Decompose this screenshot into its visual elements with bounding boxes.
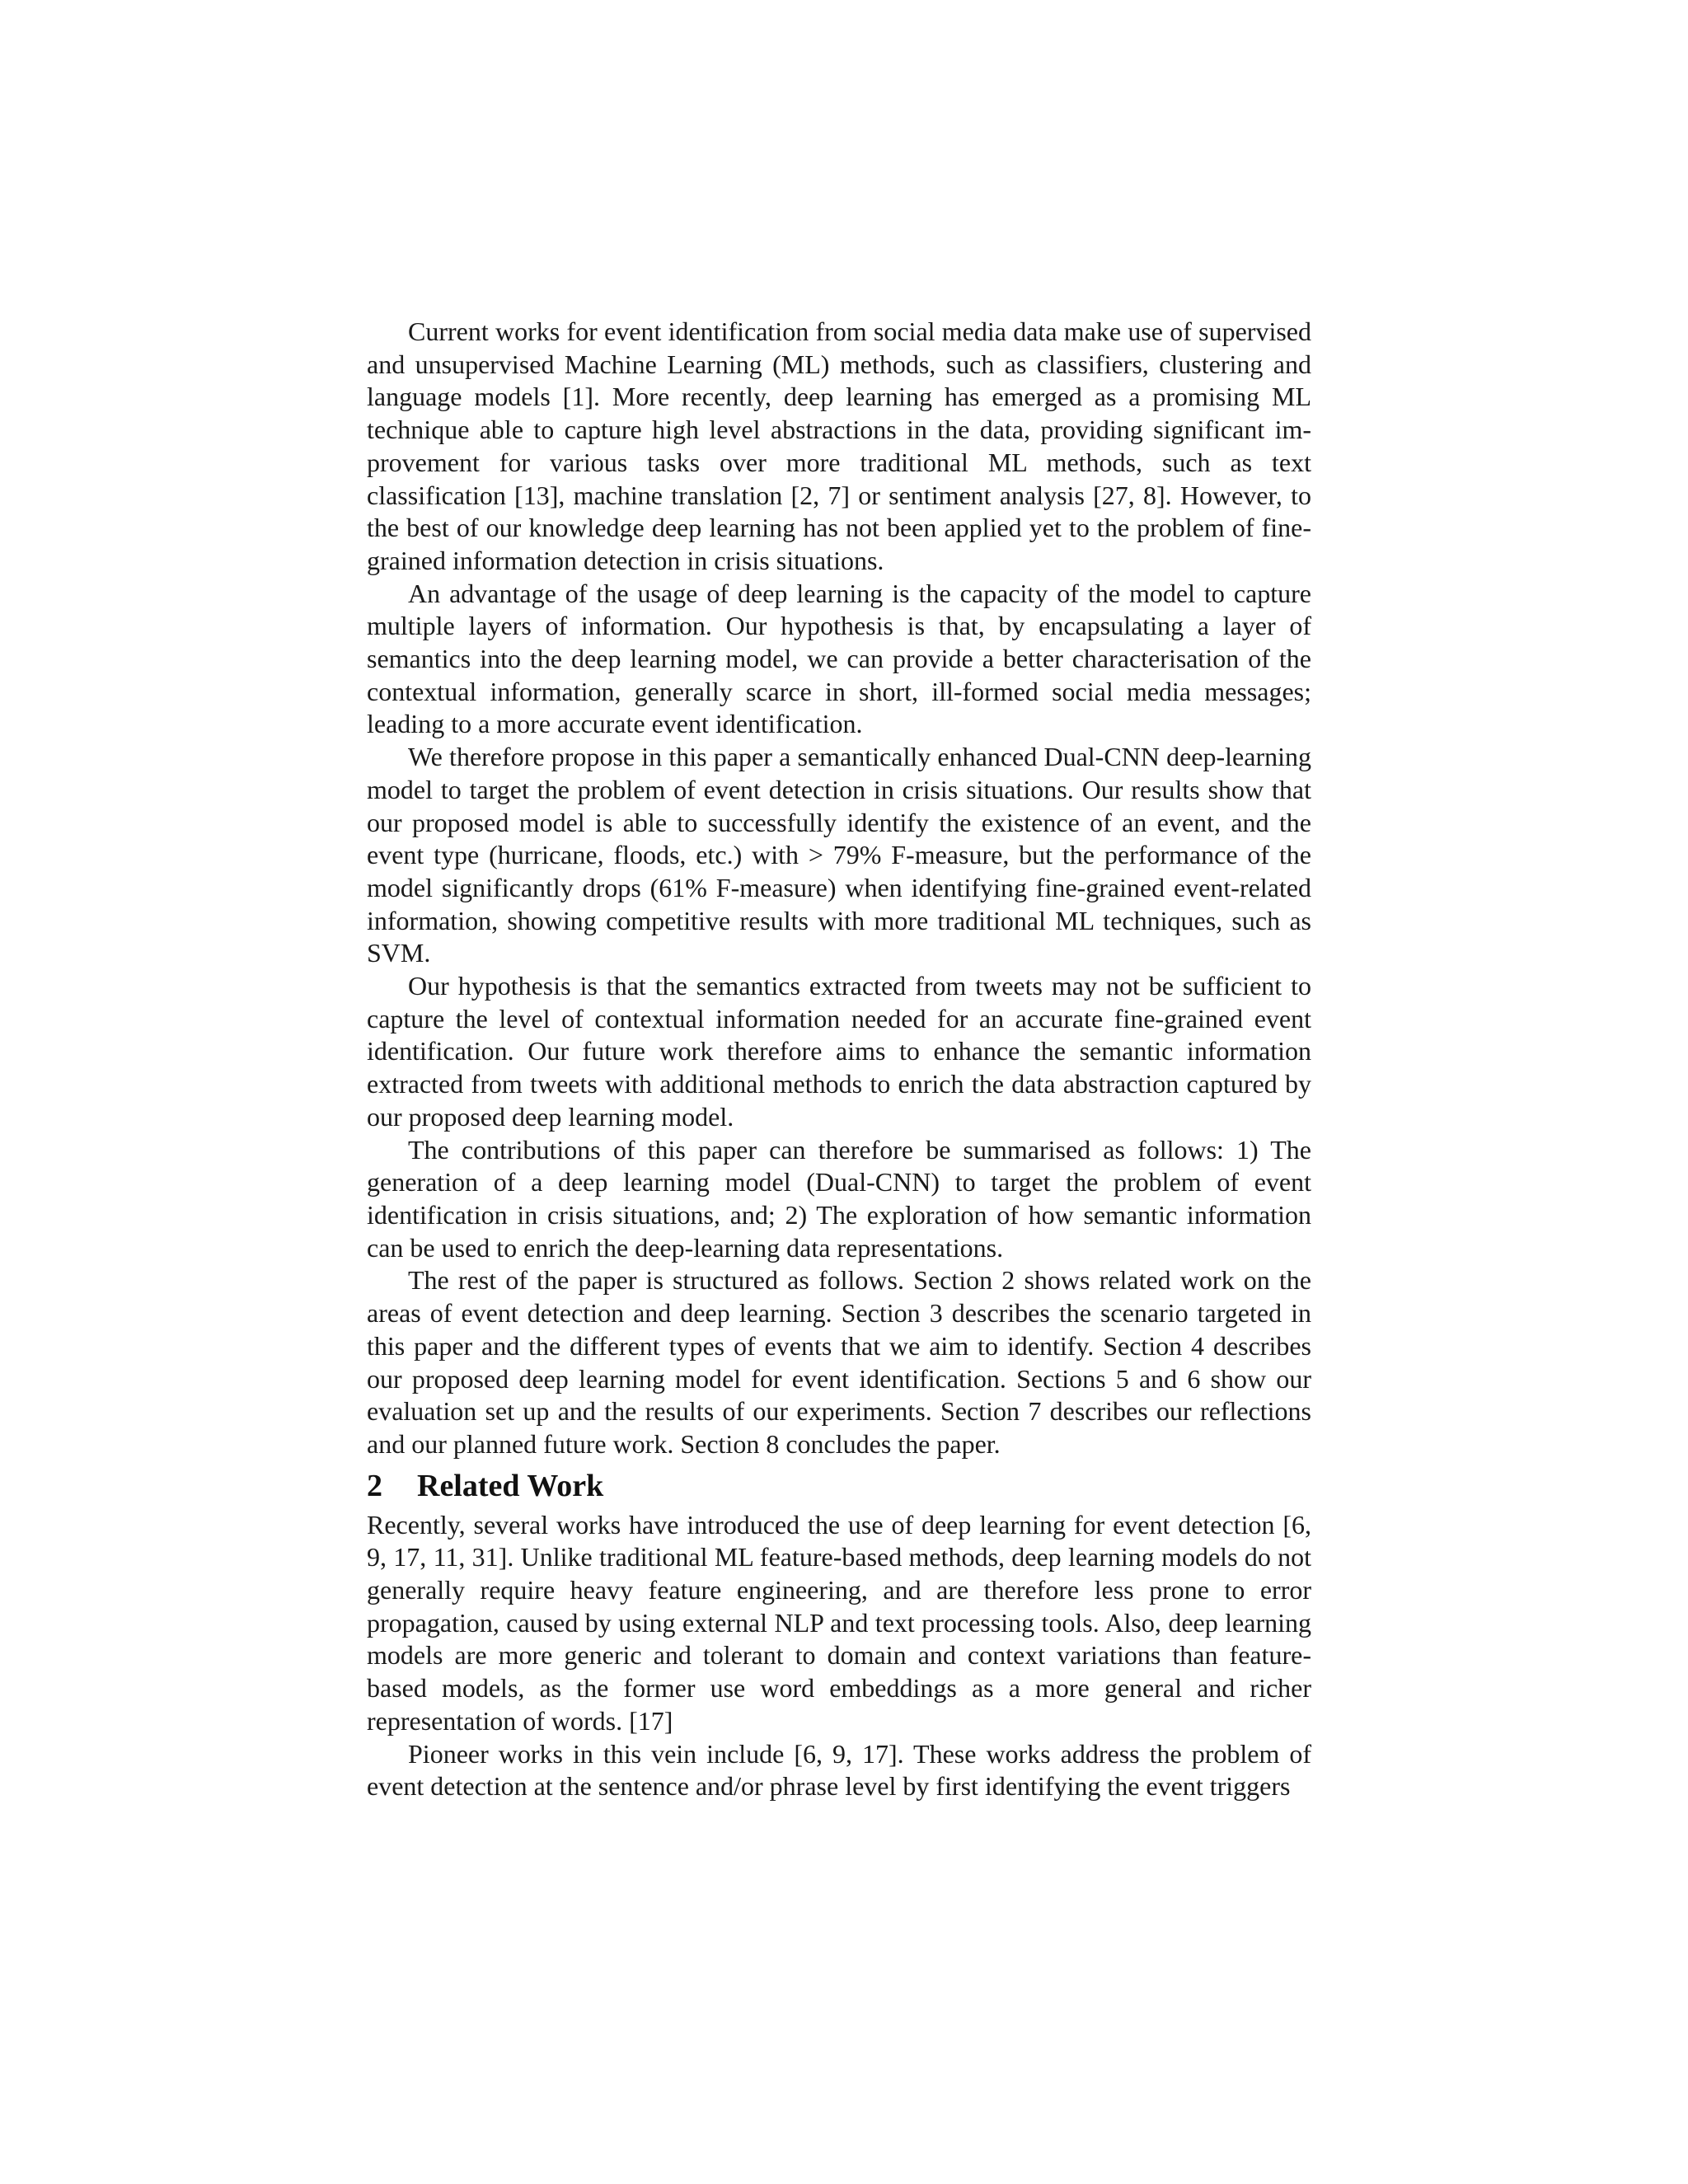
intro-paragraph-1: Current works for event identification from social media data make use of supervised and unsupervised Machine Learning (ML) methods, such as classifiers, clustering and language models [1]. More recently, deep learning has emerged as a promising ML technique able to capture high level abstractions in the data, providing significant improvement for various tasks over more traditional ML methods, such as text classification [13], machine translation [2, 7] or sentiment analysis [27, 8]. However, to the best of our knowledge deep learning has not been applied yet to the problem of fine-grained information detection in crisis situations. (367, 316, 1311, 575)
section-heading (367, 1467, 1311, 1505)
intro-paragraph-3: We therefore propose in this paper a semantically enhanced Dual-CNN deep-learning model to target the problem of event detection in crisis situations. Our results show that our proposed model is able to successfully identify the existence of an event, and the event type (hurricane, floods, etc.) with > 79% F-measure, but the performance of the model significantly drops (61% F-measure) when identifying fine-grained event-related information, showing competitive results with more traditional ML techniques, such as SVM. (367, 742, 1311, 968)
related-paragraph-2: Pioneer works in this vein include [6, 9, 17]. These works address the problem of event detection at the sentence and/or phrase level by first identifying the event triggers (367, 1738, 1311, 1802)
related-paragraph-1: Recently, several works have introduced the use of deep learning for event detection [6, 9, 17, 11, 31]. Unlike traditional ML feature-based methods, deep learning models do not generally require heavy feature engineering, and are therefore less prone to error propagation, caused by using external NLP and text processing tools. Also, deep learning models are more generic and tolerant to domain and context variations than feature-based models, as the former use word embeddings as a more general and richer representation of words. [17] (367, 1509, 1311, 1736)
section-title: Related Work (417, 1468, 604, 1503)
intro-paragraph-4: Our hypothesis is that the semantics extracted from tweets may not be sufficient to capture the level of contextual information needed for an accurate fine-grained event identification. Our future work therefore aims to enhance the semantic information extracted from tweets with additional methods to enrich the data abstraction captured by our proposed deep learning model. (367, 971, 1311, 1132)
intro-paragraph-2: An advantage of the usage of deep learning is the capacity of the model to capture multiple layers of information. Our hypothesis is that, by encapsulating a layer of semantics into the deep learning model, we can provide a better characterisation of the contextual information, generally scarce in short, ill-formed social media messages; leading to a more accurate event identification. (367, 578, 1311, 739)
section-number: 2 (367, 1468, 382, 1503)
intro-paragraph-6: The rest of the paper is structured as follows. Section 2 shows related work on the areas of event detection and deep learning. Section 3 describes the scenario targeted in this paper and the different types of events that we aim to identify. Section 4 describes our proposed deep learning model for event identification. Sections 5 and 6 show our evaluation set up and the results of our experiments. Section 7 describes our reflections and our planned future work. Section 8 concludes the paper. (367, 1265, 1311, 1459)
intro-paragraph-5: The contributions of this paper can therefore be summarised as follows: 1) The generation of a deep learning model (Dual-CNN) to target the problem of event identification in crisis situations, and; 2) The exploration of how semantic information can be used to enrich the deep-learning data representations. (367, 1134, 1311, 1263)
paper-page (367, 316, 1311, 1803)
